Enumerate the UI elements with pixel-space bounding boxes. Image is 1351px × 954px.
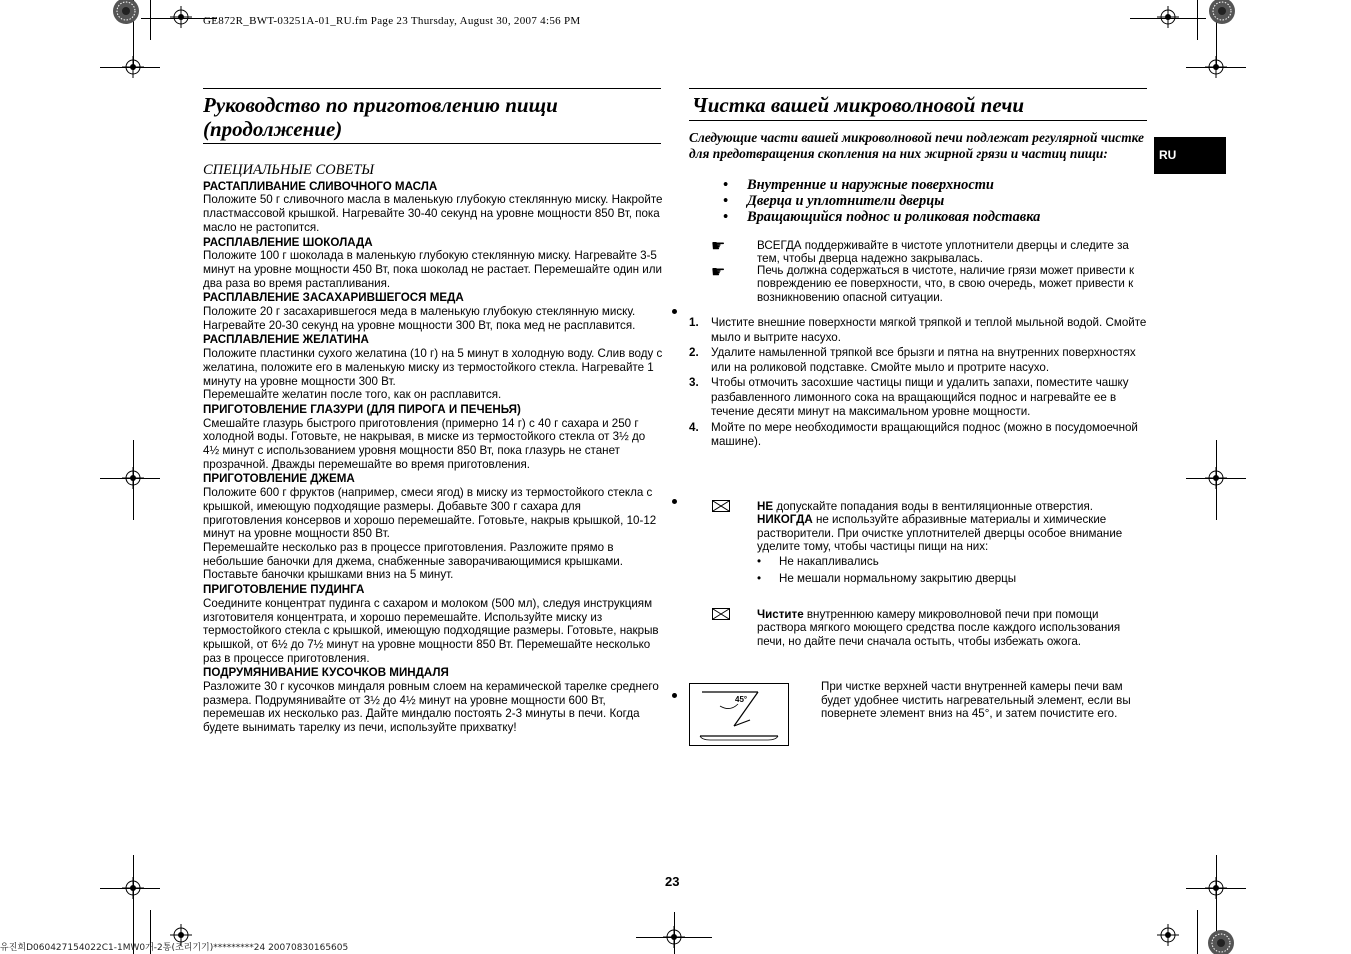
title-rule-bottom <box>689 120 1147 121</box>
color-wheel-icon <box>112 0 140 26</box>
tip-text: Положите пластинки сухого желатина (10 г) на 5 минут в холодную воду. Слив воду с желатина, положите его в маленькую миску из термостойкого стекла. Нагревайте 1 минуту на уровне мощности 300 Вт. <box>203 347 663 388</box>
list-item: • Не накапливались <box>757 555 879 568</box>
step-item: 4. Мойте по мере необходимости вращающийся поднос (можно в посудомоечной машине). <box>689 420 1138 448</box>
list-item: • Не мешали нормальному закрытию дверцы <box>757 572 1017 585</box>
left-title-line2: (продолжение) <box>203 117 343 141</box>
tip-heading: РАСПЛАВЛЕНИЕ ШОКОЛАДА <box>203 235 373 249</box>
page-number: 23 <box>665 874 680 889</box>
left-page-title <box>203 93 663 141</box>
title-rule-top <box>203 88 661 89</box>
language-tab <box>1154 137 1226 174</box>
tip-heading: ПРИГОТОВЛЕНИЕ ДЖЕМА <box>203 472 355 486</box>
registration-target-icon <box>1157 924 1179 946</box>
bullet-marker <box>672 309 677 314</box>
section-heading: СПЕЦИАЛЬНЫЕ СОВЕТЫ <box>203 162 375 178</box>
left-title-line1: Руководство по приготовлению пищи <box>203 93 558 117</box>
registration-target-icon <box>1157 6 1179 28</box>
note-text: Печь должна содержаться в чистоте, наличие грязи может привести к повреждению ее поверхности, что, в свою очередь, может привести к возникновению опасной ситуации. <box>757 264 1135 304</box>
step-item: 2. Удалите намыленной тряпкой все брызги и пятна на внутренних поверхностях или на роликовой подставке. Смойте мыло и протрите насухо. <box>689 346 1136 374</box>
cleaning-steps <box>689 316 1147 451</box>
title-rule-top <box>689 88 1147 89</box>
diagram-caption: При чистке верхней части внутренней камеры печи вам будет удобнее чистить нагревательный элемент, если вы повернете элемент вниз на 45°, и затем почистите его. <box>821 680 1131 721</box>
tip-text: Положите 50 г сливочного масла в маленькую глубокую стеклянную миску. Накройте пластмассовой крышкой. Нагревайте 30-40 секунд на уровне мощности 850 Вт, пока масло не растопится. <box>203 193 663 234</box>
color-wheel-icon <box>1208 0 1236 26</box>
list-item: • Вращающийся поднос и роликовая подставка <box>723 209 1041 225</box>
warning-text: Чистите внутреннюю камеру микроволновой печи при помощи раствора мягкого моющего средства после каждого использования печи, но дайте печи сначала остыть, чтобы избежать ожога. <box>757 608 1121 648</box>
tip-text: Положите 20 г засахарившегося меда в маленькую глубокую стеклянную миску. Нагревайте 20-30 секунд на уровне мощности 300 Вт, пока мед не расплавится. <box>203 305 636 332</box>
right-page-title: Чистка вашей микроволновой печи <box>692 93 1025 117</box>
tip-text: Перемешайте желатин после того, как он расплавится. <box>203 388 502 402</box>
tip-text: Разложите 30 г кусочков миндаля ровным слоем на керамической тарелке среднего размера. Подрумянивайте от 3½ до 4½ минут на уровне мощности 600 Вт, перемешав их несколько раз. Дайте миндалю постоять 2-3 минуты в печи. Когда будете вынимать тарелку из печи, используйте прихватку! <box>203 680 659 735</box>
warning-icon <box>712 500 730 512</box>
registration-target-icon <box>1205 56 1227 78</box>
note-text: ВСЕГДА поддерживайте в чистоте уплотнители дверцы и следите за тем, чтобы дверца надежно закрывалась. <box>757 239 1129 266</box>
bullet-marker <box>672 693 677 698</box>
tip-text: Смешайте глазурь быстрого приготовления (примерно 14 г) с 40 г сахара и 250 г холодной воды. Готовьте, не накрывая, в миске из термостойкого стекла от 3½ до 4½ минут с использованием уровня мощности 850 Вт, пока глазурь не станет прозрачной. Дважды перемешайте во время приготовления. <box>203 416 646 471</box>
pointing-hand-icon: ☛ <box>711 238 726 255</box>
tip-heading: ПРИГОТОВЛЕНИЕ ПУДИНГА <box>203 583 365 597</box>
file-header: GE872R_BWT-03251A-01_RU.fm Page 23 Thursday, August 30, 2007 4:56 PM <box>203 15 581 27</box>
registration-target-icon <box>170 6 192 28</box>
language-tab-label: RU <box>1159 148 1177 162</box>
warning-icon <box>712 608 730 620</box>
cleaning-intro: Следующие части вашей микроволновой печи подлежат регулярной чистке для предотвращения скопления на них жирной грязи и частиц пищи: <box>689 130 1144 161</box>
warning-text: НЕ допускайте попадания воды в вентиляционные отверстия. НИКОГДА не используйте абразивные материалы и химические растворители. При очистке уплотнителей дверцы особое внимание уделите тому, чтобы частицы пищи на них: <box>757 500 1123 554</box>
list-item: • Дверца и уплотнители дверцы <box>723 193 945 209</box>
registration-target-icon <box>122 467 144 489</box>
crop-mark <box>150 0 151 40</box>
angle-label: 45° <box>735 695 748 704</box>
bullet-marker <box>672 499 677 504</box>
heating-element-illustration <box>690 684 788 745</box>
registration-target-icon <box>122 877 144 899</box>
crop-mark <box>1197 0 1198 40</box>
step-item: 3. Чтобы отмочить засохшие частицы пищи и удалить запахи, поместите чашку разбавленного лимонного сока на вращающийся поднос и нагревайте ее в течение десяти минут на максимальном уровне мощности. <box>689 376 1129 418</box>
tip-text: Положите 100 г шоколада в маленькую глубокую стеклянную миску. Нагревайте 3-5 минут на уровне мощности 450 Вт, пока шоколад не растает. Перемешайте один или два раза во время растапливания. <box>203 249 662 290</box>
special-tips-section <box>203 164 663 736</box>
tip-heading: РАСПЛАВЛЕНИЕ ЗАСАХАРИВШЕГОСЯ МЕДА <box>203 291 464 305</box>
tip-text: Перемешайте несколько раз в процессе приготовления. Разложите прямо в небольшие баночки для джема, снабженные заворачивающимися крышками. Поставьте баночки крышками вниз на 5 минут. <box>203 540 623 582</box>
tip-heading: РАСТАПЛИВАНИЕ СЛИВОЧНОГО МАСЛА <box>203 179 438 193</box>
tip-text: Положите 600 г фруктов (например, смеси ягод) в миску из термостойкого стекла с крышкой, имеющую подходящие размеры. Добавьте 300 г сахара для приготовления консервов и хорошо перемешайте. Готовьте, накрыв крышкой, 10-12 минут на уровне мощности 850 Вт. <box>203 486 657 541</box>
tip-heading: ПРИГОТОВЛЕНИЕ ГЛАЗУРИ (ДЛЯ ПИРОГА И ПЕЧЕНЬЯ) <box>203 402 521 416</box>
registration-target-icon <box>1205 467 1227 489</box>
tip-heading: ПОДРУМЯНИВАНИЕ КУСОЧКОВ МИНДАЛЯ <box>203 666 449 680</box>
title-rule-bottom <box>203 143 661 144</box>
tip-text: Соедините концентрат пудинга с сахаром и молоком (500 мл), следуя инструкциям изготовителя концентрата, и хорошо перемешайте. Используйте миску из термостойкого стекла с крышкой, имеющую подходящие размеры. Готовьте, накрыв крышкой, от 6½ до 7½ минут на уровне мощности 850 Вт. Перемешайте несколько раз в процессе приготовления. <box>203 596 659 665</box>
print-footer: 유진희D060427154022C1-1MW0개-2통(조리기기)*********24 20070830165605 <box>0 943 349 953</box>
list-item: • Внутренние и наружные поверхности <box>723 177 994 193</box>
step-item: 1. Чистите внешние поверхности мягкой тряпкой и теплой мыльной водой. Смойте мыло и вытрите насухо. <box>689 316 1147 344</box>
tip-heading: РАСПЛАВЛЕНИЕ ЖЕЛАТИНА <box>203 333 369 347</box>
pointing-hand-icon: ☛ <box>711 264 726 281</box>
registration-target-icon <box>663 926 685 948</box>
heating-element-diagram <box>689 683 789 746</box>
color-wheel-icon <box>1207 928 1235 954</box>
crop-mark <box>1197 910 1198 954</box>
registration-target-icon <box>122 56 144 78</box>
registration-target-icon <box>1205 877 1227 899</box>
